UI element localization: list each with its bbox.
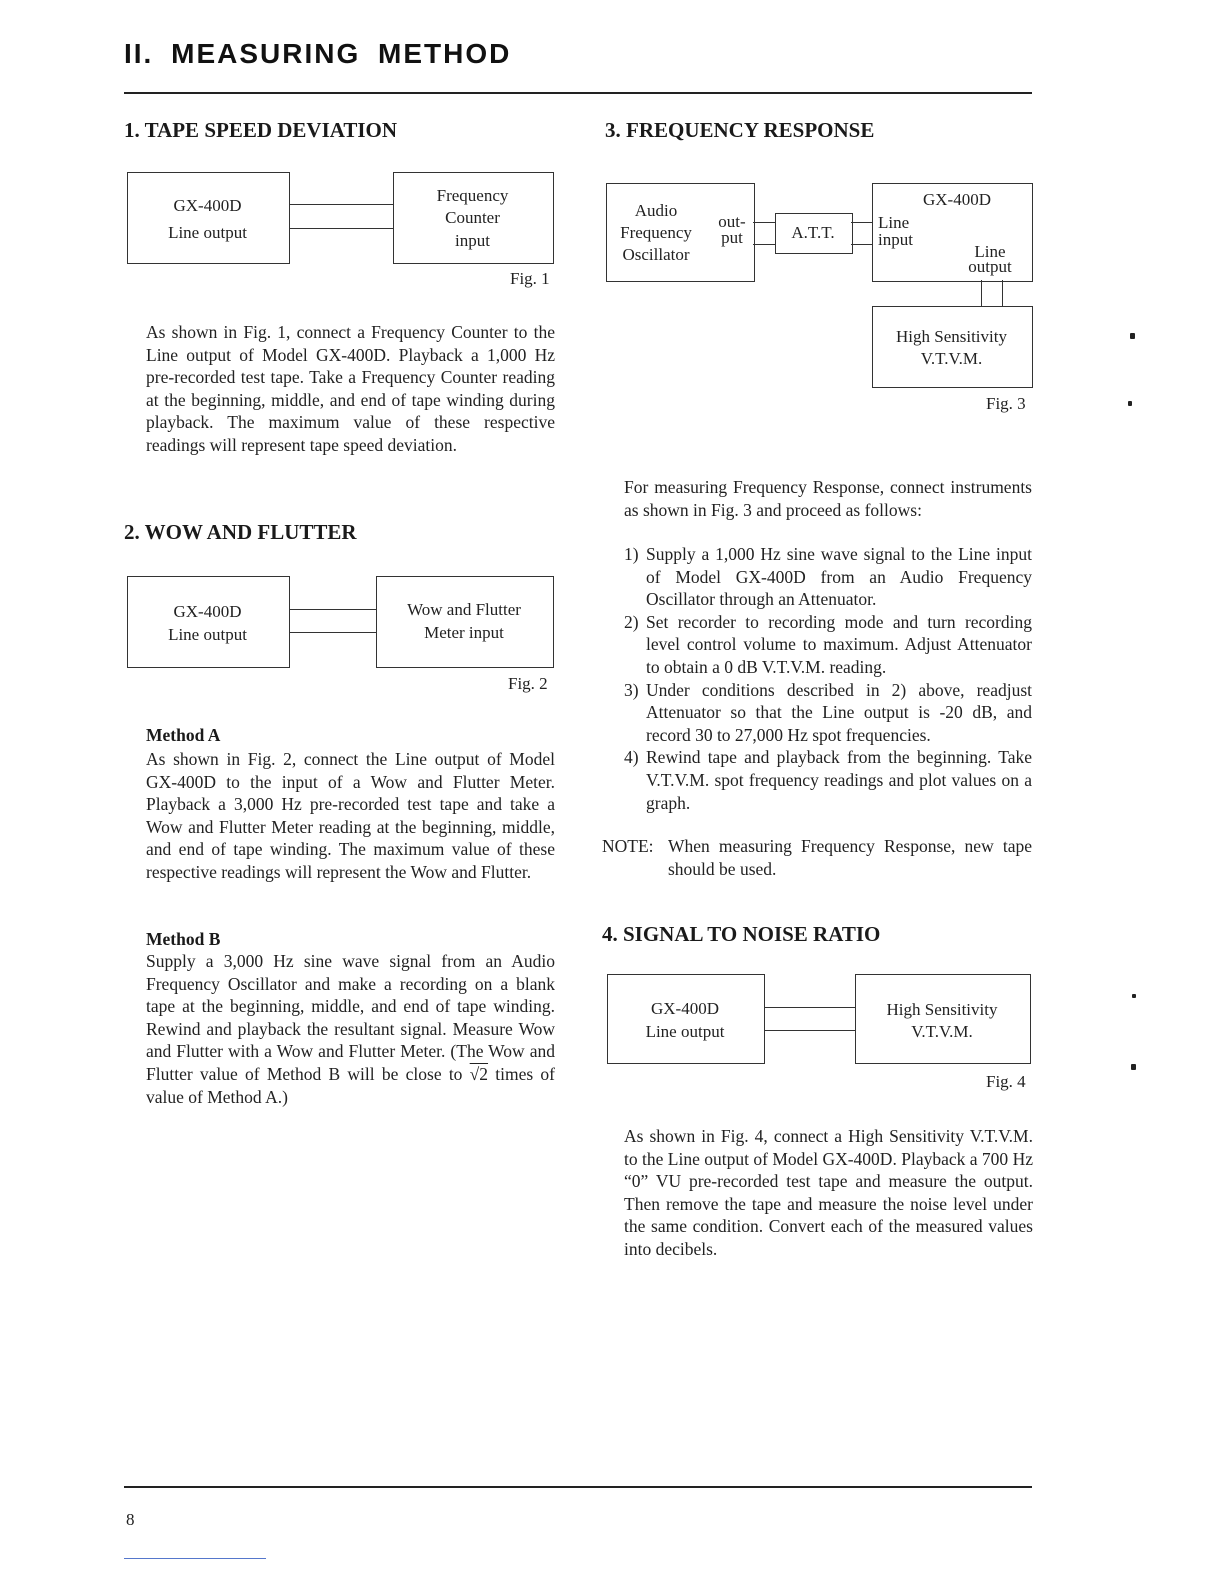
- step-text: Set recorder to recording mode and turn recording level control volume to maximum. Adjust Attenuator to obtain a 0 dB V.T.V.M. reading.: [646, 611, 1032, 677]
- fig3-line-output-label-1: Line: [974, 242, 1006, 261]
- fig2-gx400d-label: GX-400D: [173, 602, 242, 621]
- fig3-wire-osc-att-bottom: [753, 244, 775, 245]
- note-text: When measuring Frequency Response, new tape should be used.: [668, 836, 1032, 879]
- step-item: [624, 746, 1032, 814]
- fig3-wire-att-gx-bottom: [851, 244, 872, 245]
- fig1-gx400d-label: GX-400D: [173, 196, 242, 215]
- sec3-intro: For measuring Frequency Response, connect instruments as shown in Fig. 3 and proceed as follows:: [624, 477, 1032, 520]
- note-block: [602, 835, 1032, 880]
- step-text: Supply a 1,000 Hz sine wave signal to the Line input of Model GX-400D from an Audio Frequency Oscillator through an Attenuator.: [646, 544, 1032, 610]
- section-heading-tape-speed: 1. TAPE SPEED DEVIATION: [124, 118, 398, 142]
- margin-mark: [1128, 401, 1132, 406]
- step-number: 3): [624, 679, 639, 700]
- step-number: 4): [624, 747, 639, 768]
- fig4-line-output-label: Line output: [645, 1022, 725, 1041]
- method-b-text-2: times of value of Method A.): [146, 1063, 555, 1107]
- margin-mark: [1131, 1064, 1136, 1070]
- sec3-steps: [624, 543, 1032, 814]
- section-heading-signal-noise: 4. SIGNAL TO NOISE RATIO: [602, 922, 881, 946]
- fig3-osc-label-1: Audio: [634, 201, 678, 220]
- fig1-counter-label-3: input: [455, 231, 490, 250]
- title-rule: [124, 92, 1032, 94]
- fig3-line-output-label-2: output: [968, 257, 1012, 276]
- method-b-text-1: Supply a 3,000 Hz sine wave signal from an Audio Frequency Oscillator and make a recording on a blank tape at the beginning, middle, and end of tape winding. Rewind and playback the resultant signal. Measure Wow and Flutter with a Wow and Flutter Meter. (The Wow and Flutter value of Method B will be close to: [146, 951, 555, 1084]
- fig2-wire-bottom: [289, 632, 376, 633]
- fig2-wire-top: [289, 609, 376, 610]
- sec1-body: As shown in Fig. 1, connect a Frequency Counter to the Line output of Model GX-400D. Playback a 1,000 Hz pre-recorded test tape. Take a Frequency Counter reading at the beginning, middle, and end of tape winding during playback. The maximum value of these respective readings will represent tape speed deviation.: [146, 322, 555, 455]
- step-item: [624, 679, 1032, 747]
- fig1-counter-label-1: Frequency: [436, 186, 509, 205]
- fig1-gx400d-box: [127, 172, 290, 264]
- fig1-line-output-label: Line output: [168, 223, 247, 242]
- footer-link-line: [124, 1558, 266, 1559]
- fig4-gx400d-label: GX-400D: [651, 999, 719, 1018]
- step-number: 1): [624, 544, 639, 564]
- fig3-line-input-label-1: Line: [878, 213, 910, 232]
- fig3-out-label-1: out-: [718, 212, 746, 231]
- fig3-wire-gx-vtvm-right: [1002, 280, 1003, 306]
- sec4-body: As shown in Fig. 4, connect a High Sensitivity V.T.V.M. to the Line output of Model GX-400D. Playback a 700 Hz “0” VU pre-recorded test tape and measure the output. Then remove the tape and measure the noise level under the same condition. Convert each of the measured values into decibels.: [624, 1126, 1033, 1259]
- section-heading-frequency-response: 3. FREQUENCY RESPONSE: [605, 118, 875, 142]
- page-title: II. MEASURING METHOD: [124, 38, 512, 69]
- step-text: Under conditions described in 2) above, readjust Attenuator so that the Line output is -20 dB, and record 30 to 27,000 Hz spot frequencies.: [646, 679, 1032, 745]
- fig1-caption: Fig. 1: [510, 269, 550, 288]
- step-item: [624, 543, 1032, 611]
- fig1-wire-top: [289, 204, 393, 205]
- fig2-line-output-label: Line output: [168, 625, 247, 644]
- fig3-out-label-2: put: [721, 228, 743, 247]
- fig1-wire-bottom: [289, 228, 393, 229]
- fig3-att-label: A.T.T.: [791, 223, 835, 242]
- fig2-meter-label-1: Wow and Flutter: [407, 600, 521, 619]
- fig3-caption: Fig. 3: [986, 394, 1026, 413]
- fig3-vtvm-label-1: High Sensitivity: [896, 327, 1007, 346]
- fig3-vtvm-label-2: V.T.V.M.: [920, 349, 983, 368]
- method-b-body: [146, 950, 555, 1108]
- fig3-wire-gx-vtvm-left: [981, 280, 982, 306]
- fig4-wire-top: [764, 1007, 855, 1008]
- margin-mark: [1132, 994, 1136, 998]
- fig3-gx400d-label: GX-400D: [923, 190, 991, 209]
- footer-rule: [124, 1486, 1032, 1488]
- fig3-osc-label-3: Oscillator: [622, 245, 690, 264]
- page-number: 8: [126, 1510, 135, 1529]
- step-item: [624, 611, 1032, 679]
- fig1-counter-label-2: Counter: [445, 208, 500, 227]
- fig2-caption: Fig. 2: [508, 674, 548, 693]
- fig4-vtvm-label-2: V.T.V.M.: [911, 1022, 973, 1041]
- fig4-wire-bottom: [764, 1030, 855, 1031]
- step-number: 2): [624, 611, 639, 632]
- sqrt-two: √2: [469, 1063, 489, 1084]
- section-heading-wow-flutter: 2. WOW AND FLUTTER: [124, 520, 357, 544]
- method-b-heading: Method B: [146, 929, 221, 949]
- fig3-osc-label-2: Frequency: [620, 223, 692, 242]
- margin-mark: [1130, 333, 1135, 339]
- fig3-line-input-label-2: input: [878, 230, 913, 249]
- fig3-wire-att-gx-top: [851, 222, 872, 223]
- fig3-wire-osc-att-top: [753, 222, 775, 223]
- method-a-heading: Method A: [146, 725, 221, 745]
- method-a-body: As shown in Fig. 2, connect the Line output of Model GX-400D to the input of a Wow and Flutter Meter. Playback a 3,000 Hz pre-recorded test tape and take a Wow and Flutter Meter reading at the beginning, middle, and end of tape winding. The maximum value of these respective readings will represent the Wow and Flutter.: [146, 749, 555, 882]
- step-text: Rewind tape and playback from the beginning. Take V.T.V.M. spot frequency readings and plot values on a graph.: [646, 747, 1032, 813]
- fig2-meter-label-2: Meter input: [424, 623, 504, 642]
- note-label: NOTE:: [602, 836, 654, 856]
- fig4-vtvm-label-1: High Sensitivity: [886, 1000, 998, 1019]
- fig4-caption: Fig. 4: [986, 1072, 1026, 1091]
